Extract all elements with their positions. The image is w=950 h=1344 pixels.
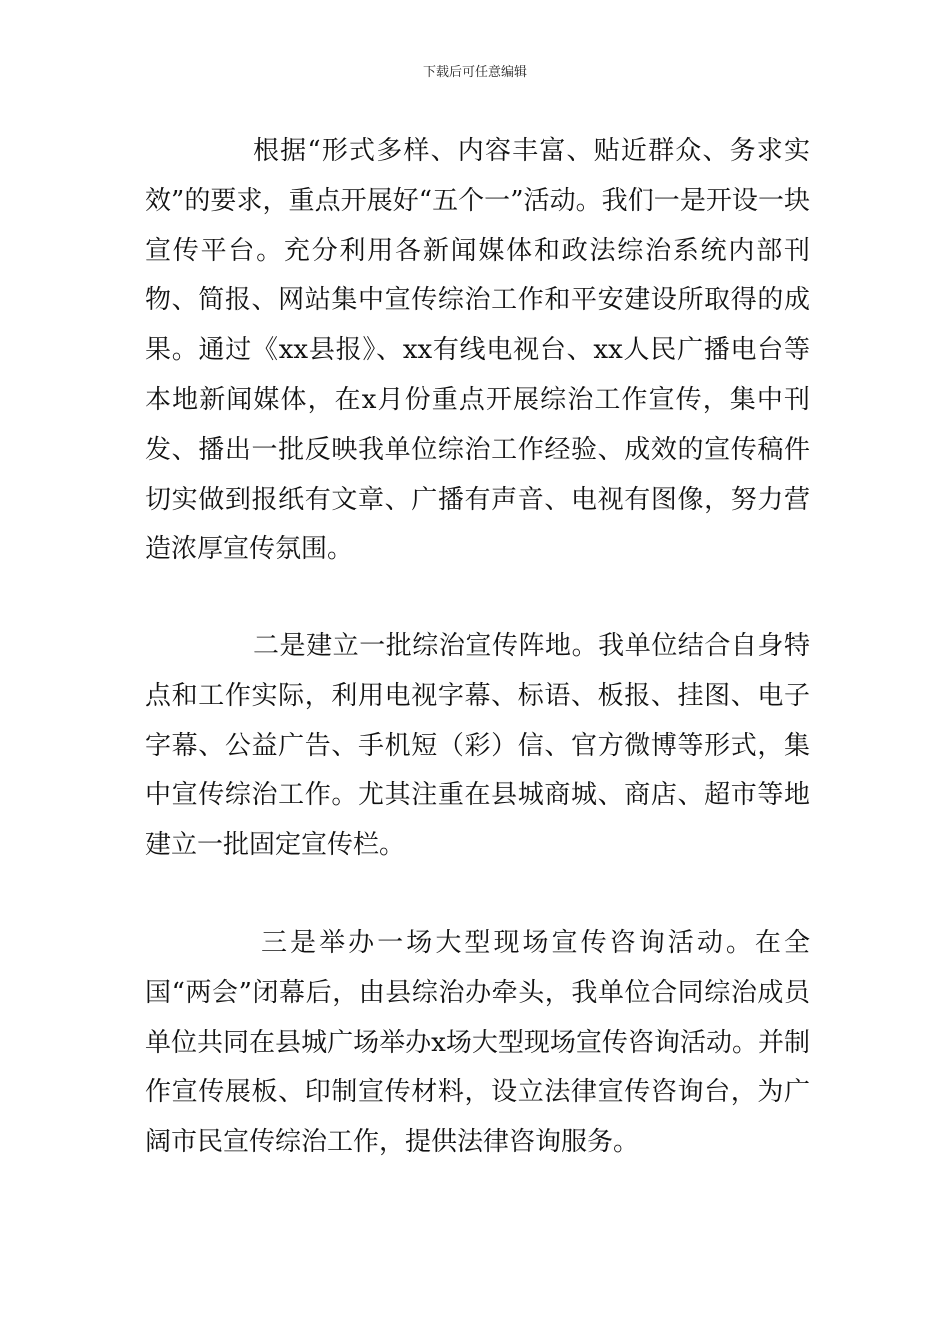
header-note: 下载后可任意编辑 <box>422 65 527 80</box>
paragraph-1: 根据“形式多样、内容丰富、贴近群众、务求实效”的要求，重点开展好“五个一”活动。我们一是开设一块宣传平台。充分利用各新闻媒体和政法综治系统内部刊物、简报、网站集中宣传综治工作和平安建设所取得的成果。通过《xx县报》、xx有线电视台、xx人民广播电台等本地新闻媒体，在x月份重点开展综治工作宣传，集中刊发、播出一批反映我单位综治工作经验、成效的宣传稿件切实做到报纸有文章、广播有声音、电视有图像，努力营造浓厚宣传氛围。 <box>145 136 810 565</box>
paragraph-2: 二是建立一批综治宣传阵地。我单位结合自身特点和工作实际，利用电视字幕、标语、板报、挂图、电子字幕、公益广告、手机短（彩）信、官方微博等形式，集中宣传综治工作。尤其注重在县城商城、商店、超市等地建立一批固定宣传栏。 <box>145 631 810 861</box>
paragraph-3: 三是举办一场大型现场宣传咨询活动。在全国“两会”闭幕后，由县综治办牵头，我单位合同综治成员单位共同在县城广场举办x场大型现场宣传咨询活动。并制作宣传展板、印制宣传材料，设立法律宣传咨询台，为广阔市民宣传综治工作，提供法律咨询服务。 <box>145 928 810 1158</box>
